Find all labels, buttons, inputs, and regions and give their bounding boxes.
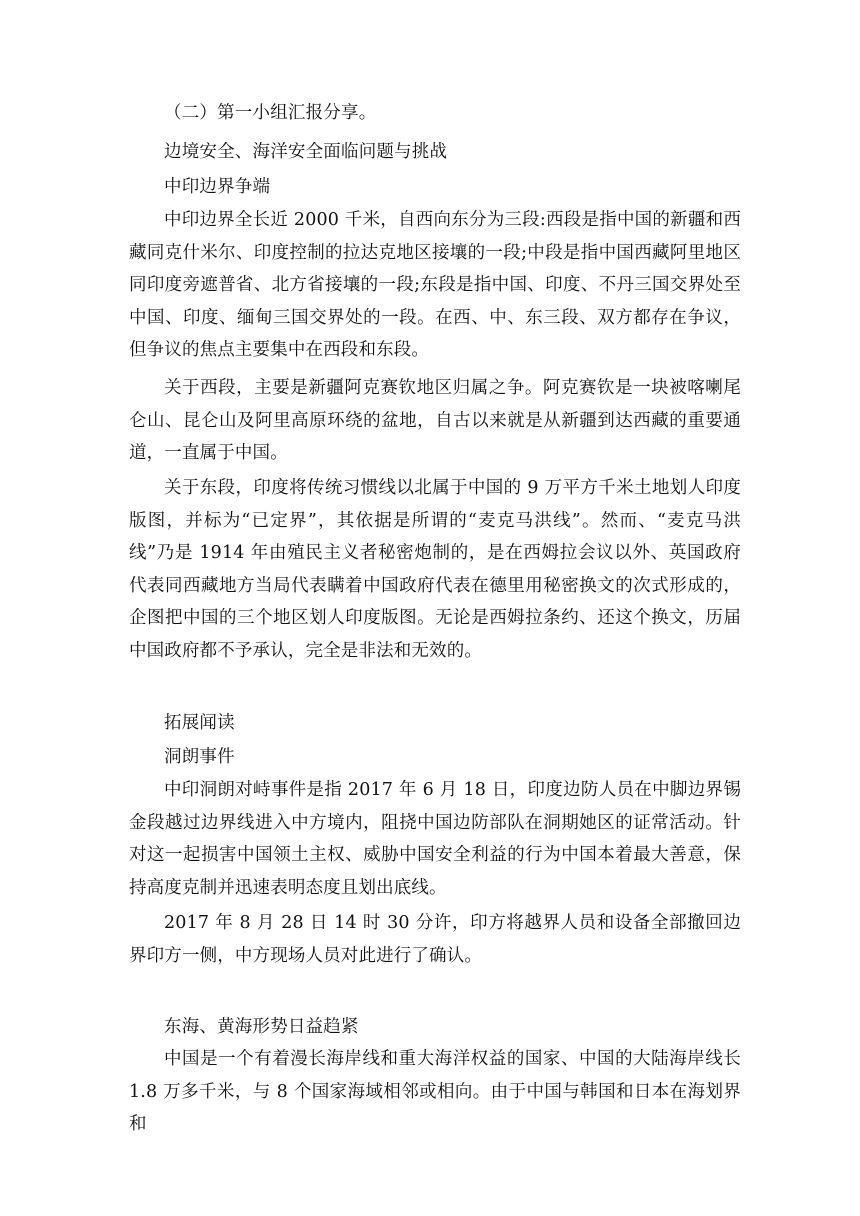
- paragraph-doklam-event: 中印洞朗对峙事件是指 2017 年 6 月 18 日，印度边防人员在中脚边界锡金段越过边界线进入中方境内，阻挠中国边防部队在洞期她区的证常活动。针对这一起损害中国领土主权、威胁中国安全利益的行为中国本着最大善意，保持高度克制并迅速表明态度且划出底线。: [129, 780, 741, 898]
- paragraph-west-section: 关于西段，主要是新疆阿克赛钦地区归属之争。阿克赛钦是一块被喀喇尾仑山、昆仑山及阿里高原环绕的盆地，自古以来就是从新疆到达西藏的重要通道，一直属于中国。: [129, 378, 741, 463]
- paragraph-border-overview: 中印边界全长近 2000 千米，自西向东分为三段:西段是指中国的新疆和西藏同克什米尔、印度控制的拉达克地区接壤的一段;中段是指中国西藏阿里地区同印度旁遮普省、北方省接壤的一段;东段是指中国、印度、不丹三国交界处至中国、印度、缅甸三国交界处的一段。在西、中、东三段、双方都存在争议，但争议的焦点主要集中在西段和东段。: [129, 210, 741, 360]
- paragraph-maritime: 中国是一个有着漫长海岸线和重大海洋权益的国家、中国的大陆海岸线长 1.8 万多千米，与 8 个国家海域相邻或相向。由于中国与韩国和日本在海划界和: [129, 1049, 741, 1134]
- heading-sino-indian-dispute: 中印边界争端: [164, 177, 271, 197]
- heading-doklam-incident: 洞朗事件: [164, 747, 235, 767]
- paragraph-doklam-withdrawal: 2017 年 8 月 28 日 14 时 30 分许，印方将越界人员和设备全部撤回边界印方一侧，中方现场人员对此进行了确认。: [129, 913, 741, 966]
- paragraph-east-section: 关于东段，印度将传统习惯线以北属于中国的 9 万平方千米土地划人印度版图，并标为“已定界”，其依据是所谓的“麦克马洪线”。然而、“麦克马洪线”乃是 1914 年由殖民主义者秘密炮制的，是在西姆拉会议以外、英国政府代表同西藏地方当局代表瞒着中国政府代表在德里用秘密换文的次式形成的，企图把中国的三个地区划人印度版图。无论是西姆拉条约、还这个换文，历届中国政府都不予承认，完全是非法和无效的。: [129, 478, 741, 661]
- heading-border-security: 边境安全、海洋安全面临问题与挑战: [164, 142, 448, 162]
- heading-extended-reading: 拓展闻读: [164, 713, 235, 733]
- heading-east-yellow-sea: 东海、黄海形势日益趋紧: [164, 1017, 359, 1037]
- heading-group-report: （二）第一小组汇报分享。: [164, 103, 377, 123]
